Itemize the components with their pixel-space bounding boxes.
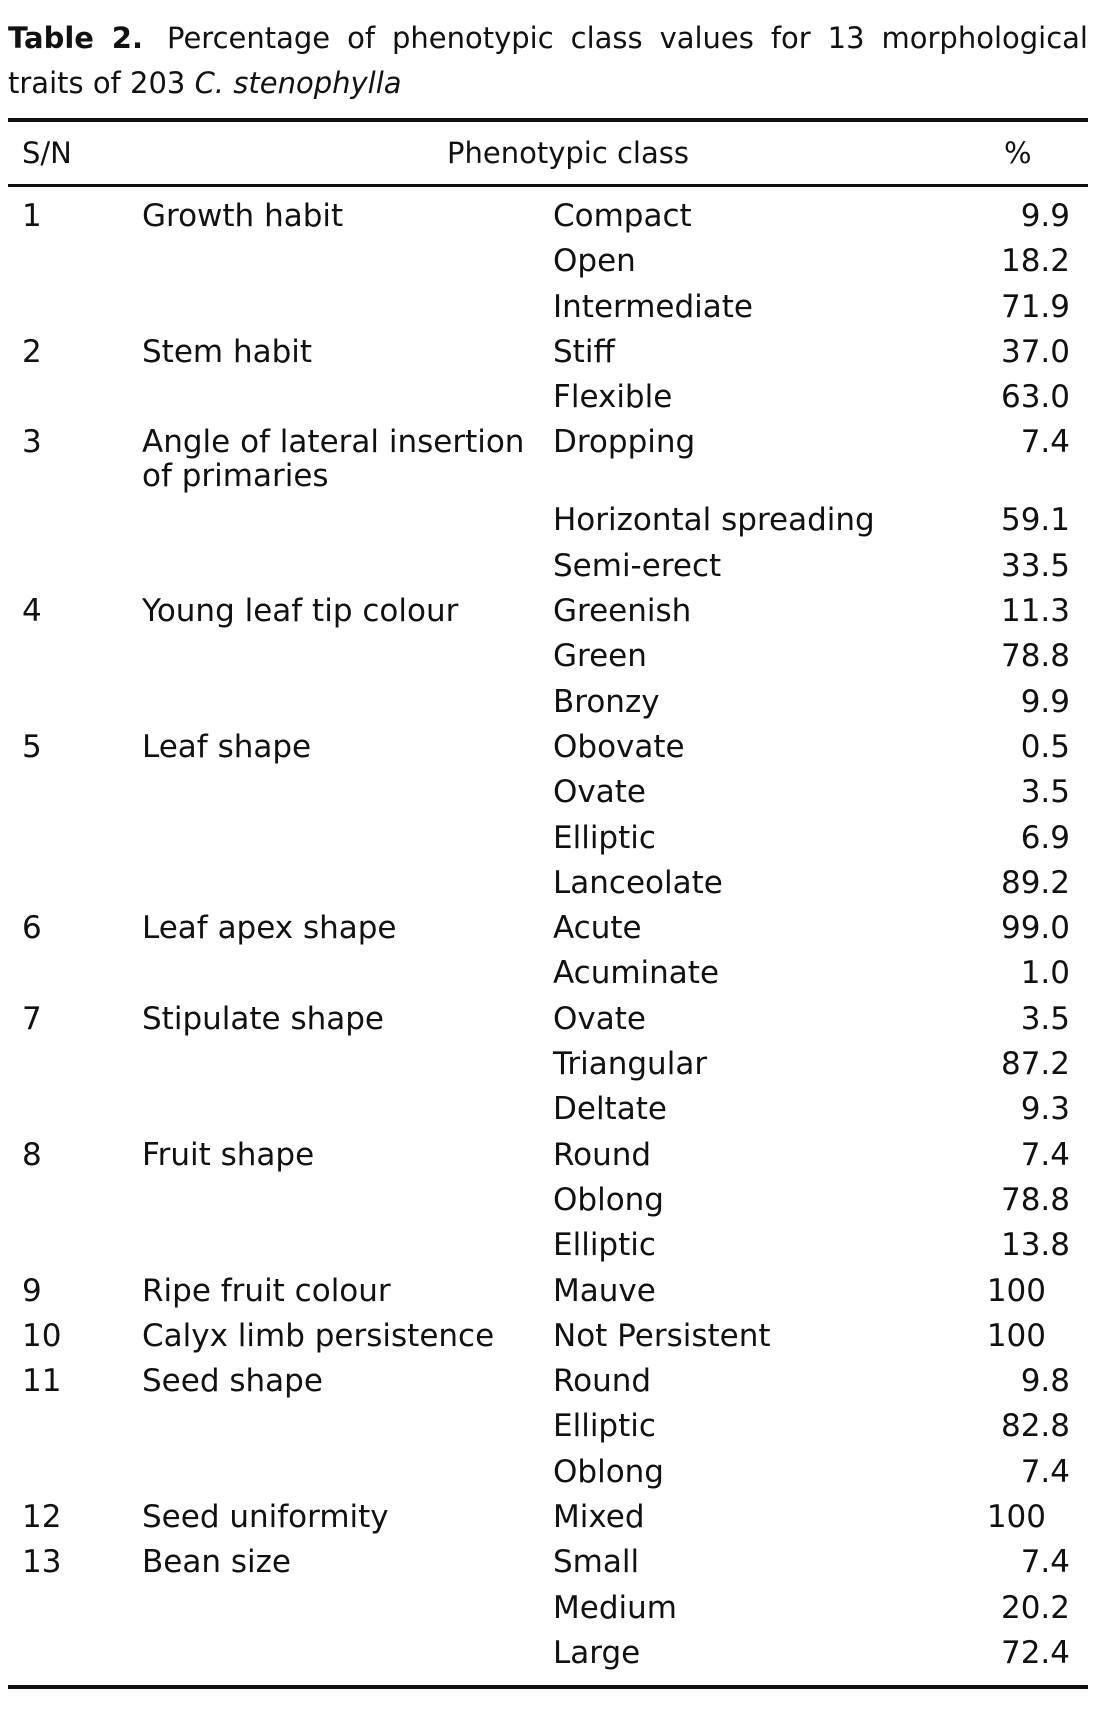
- percent-cell: 7.4: [1020, 424, 1070, 461]
- table-row: [8, 285, 1088, 330]
- phenotypic-class-cell: Not Persistent: [553, 1317, 771, 1354]
- table-row: [8, 816, 1088, 861]
- percent-cell: 6.9: [1020, 819, 1070, 856]
- trait-sn: 2: [22, 333, 42, 370]
- percent-cell: 100: [986, 1272, 1046, 1309]
- table-row: [8, 680, 1088, 725]
- phenotypic-class-cell: Horizontal spreading: [553, 502, 875, 539]
- table-row: [8, 239, 1088, 284]
- trait-sn: 4: [22, 593, 42, 630]
- table-row: [8, 1586, 1088, 1631]
- phenotypic-class-cell: Medium: [553, 1589, 677, 1626]
- phenotypic-class-cell: Oblong: [553, 1453, 664, 1490]
- caption-species: C. stenophylla: [194, 66, 402, 100]
- phenotypic-class-cell: Lanceolate: [553, 864, 723, 901]
- trait-name: Leaf shape: [142, 728, 312, 765]
- table-row: [8, 1133, 1088, 1178]
- phenotypic-class-cell: Large: [553, 1634, 641, 1671]
- table-row: [8, 589, 1088, 634]
- percent-cell: 20.2: [1000, 1589, 1070, 1626]
- trait-group: [8, 906, 1088, 997]
- table-row: [8, 330, 1088, 375]
- table-row: [8, 1269, 1088, 1314]
- phenotypic-class-cell: Stiff: [553, 333, 615, 370]
- table-row: [8, 1223, 1088, 1268]
- header-phenotypic-class: Phenotypic class: [447, 136, 689, 170]
- trait-group: [8, 1133, 1088, 1269]
- trait-name: Growth habit: [142, 198, 344, 234]
- trait-name: Seed shape: [142, 1363, 323, 1400]
- table-row: [8, 951, 1088, 996]
- phenotypic-class-cell: Semi-erect: [553, 547, 722, 584]
- table-row: [8, 1087, 1088, 1132]
- trait-name: Calyx limb persistence: [142, 1317, 495, 1354]
- trait-sn: 9: [22, 1272, 42, 1309]
- trait-sn: 12: [22, 1499, 62, 1536]
- percent-cell: 87.2: [1000, 1046, 1070, 1083]
- phenotypic-class-cell: Ovate: [553, 1000, 646, 1037]
- phenotypic-class-cell: Elliptic: [553, 1408, 656, 1445]
- percent-cell: 100: [986, 1317, 1046, 1354]
- phenotypic-class-cell: Round: [553, 1363, 652, 1400]
- table-row: [8, 194, 1088, 239]
- percent-cell: 89.2: [1000, 864, 1070, 901]
- trait-name: Bean size: [142, 1544, 291, 1581]
- header-rule: [8, 184, 1088, 187]
- phenotypic-class-cell: Acute: [553, 910, 642, 947]
- percent-cell: 9.9: [1020, 683, 1070, 720]
- trait-name: Leaf apex shape: [142, 910, 397, 947]
- phenotypic-class-cell: Green: [553, 638, 647, 675]
- table-row: [8, 1450, 1088, 1495]
- table-row: [8, 906, 1088, 951]
- table-row: [8, 1631, 1088, 1676]
- trait-sn: 8: [22, 1136, 42, 1173]
- trait-name: Seed uniformity: [142, 1499, 389, 1536]
- percent-cell: 71.9: [1000, 288, 1070, 325]
- table-row: [8, 1314, 1088, 1359]
- bottom-rule: [8, 1685, 1088, 1689]
- table-header: [8, 124, 1088, 182]
- percent-cell: 9.9: [1020, 198, 1070, 234]
- percent-cell: 3.5: [1020, 1000, 1070, 1037]
- percent-cell: 63.0: [1000, 379, 1070, 416]
- table-row: [8, 1042, 1088, 1087]
- table-row: [8, 1495, 1088, 1540]
- trait-sn: 1: [22, 198, 42, 234]
- percent-cell: 99.0: [1000, 910, 1070, 947]
- phenotypic-class-cell: Round: [553, 1136, 652, 1173]
- percent-cell: 82.8: [1000, 1408, 1070, 1445]
- percent-cell: 7.4: [1020, 1453, 1070, 1490]
- trait-sn: 3: [22, 424, 42, 461]
- trait-sn: 11: [22, 1363, 62, 1400]
- trait-group: [8, 1359, 1088, 1495]
- table-label: Table 2.: [8, 21, 143, 55]
- table-caption: [8, 16, 1088, 106]
- percent-cell: 100: [986, 1499, 1046, 1536]
- percent-cell: 1.0: [1020, 955, 1070, 992]
- phenotypic-class-cell: Intermediate: [553, 288, 754, 325]
- table-row: [8, 375, 1088, 420]
- phenotypic-class-cell: Bronzy: [553, 683, 660, 720]
- phenotypic-class-cell: Compact: [553, 198, 692, 234]
- phenotypic-class-cell: Greenish: [553, 593, 692, 630]
- table-row: [8, 1404, 1088, 1449]
- trait-group: [8, 725, 1088, 906]
- phenotypic-class-cell: Triangular: [553, 1046, 708, 1083]
- percent-cell: 59.1: [1000, 502, 1070, 539]
- trait-name: Fruit shape: [142, 1136, 315, 1173]
- trait-name: Ripe fruit colour: [142, 1272, 391, 1309]
- trait-group: [8, 1540, 1088, 1676]
- top-rule: [8, 118, 1088, 122]
- table-row: [8, 770, 1088, 815]
- table-row: [8, 1540, 1088, 1585]
- percent-cell: 18.2: [1000, 243, 1070, 280]
- trait-sn: 5: [22, 728, 42, 765]
- percent-cell: 78.8: [1000, 1181, 1070, 1218]
- header-sn: S/N: [22, 136, 72, 170]
- table-row: [8, 498, 1088, 543]
- phenotypic-class-cell: Acuminate: [553, 955, 720, 992]
- phenotypic-class-cell: Flexible: [553, 379, 673, 416]
- phenotypic-class-cell: Dropping: [553, 424, 696, 461]
- trait-group: [8, 589, 1088, 725]
- phenotypic-class-cell: Elliptic: [553, 1227, 656, 1264]
- caption-text: Percentage of phenotypic class values for 13 morphological traits of 203: [8, 21, 1088, 100]
- trait-name: Young leaf tip colour: [142, 593, 459, 630]
- trait-group: [8, 1269, 1088, 1314]
- percent-cell: 9.3: [1020, 1091, 1070, 1128]
- percent-cell: 9.8: [1020, 1363, 1070, 1400]
- phenotypic-class-cell: Oblong: [553, 1181, 664, 1218]
- table-row: [8, 1178, 1088, 1223]
- percent-cell: 13.8: [1000, 1227, 1070, 1264]
- table-row: [8, 1359, 1088, 1404]
- trait-group: [8, 1495, 1088, 1540]
- trait-group: [8, 420, 1088, 589]
- percent-cell: 7.4: [1020, 1544, 1070, 1581]
- table-row: [8, 420, 1088, 498]
- trait-name: Angle of lateral insertion of primaries: [142, 424, 525, 495]
- phenotypic-class-cell: Ovate: [553, 774, 646, 811]
- percent-cell: 78.8: [1000, 638, 1070, 675]
- trait-group: [8, 330, 1088, 421]
- trait-name: Stipulate shape: [142, 1000, 385, 1037]
- table-row: [8, 861, 1088, 906]
- phenotypic-class-cell: Elliptic: [553, 819, 656, 856]
- table-row: [8, 634, 1088, 679]
- percent-cell: 0.5: [1020, 728, 1070, 765]
- phenotypic-class-cell: Open: [553, 243, 636, 280]
- percent-cell: 7.4: [1020, 1136, 1070, 1173]
- phenotypic-class-cell: Deltate: [553, 1091, 667, 1128]
- trait-group: [8, 194, 1088, 330]
- trait-sn: 10: [22, 1317, 62, 1354]
- percent-cell: 33.5: [1000, 547, 1070, 584]
- phenotypic-class-cell: Mauve: [553, 1272, 656, 1309]
- header-percent: %: [1004, 136, 1032, 170]
- percent-cell: 11.3: [1000, 593, 1070, 630]
- percent-cell: 37.0: [1000, 333, 1070, 370]
- table-row: [8, 725, 1088, 770]
- trait-sn: 13: [22, 1544, 62, 1581]
- table-row: [8, 997, 1088, 1042]
- table-body: [8, 194, 1088, 1676]
- table-row: [8, 544, 1088, 589]
- trait-group: [8, 1314, 1088, 1359]
- percent-cell: 72.4: [1000, 1634, 1070, 1671]
- phenotypic-class-cell: Small: [553, 1544, 640, 1581]
- phenotypic-class-cell: Obovate: [553, 728, 685, 765]
- trait-name: Stem habit: [142, 333, 313, 370]
- trait-sn: 6: [22, 910, 42, 947]
- trait-group: [8, 997, 1088, 1133]
- phenotypic-class-cell: Mixed: [553, 1499, 645, 1536]
- percent-cell: 3.5: [1020, 774, 1070, 811]
- trait-sn: 7: [22, 1000, 42, 1037]
